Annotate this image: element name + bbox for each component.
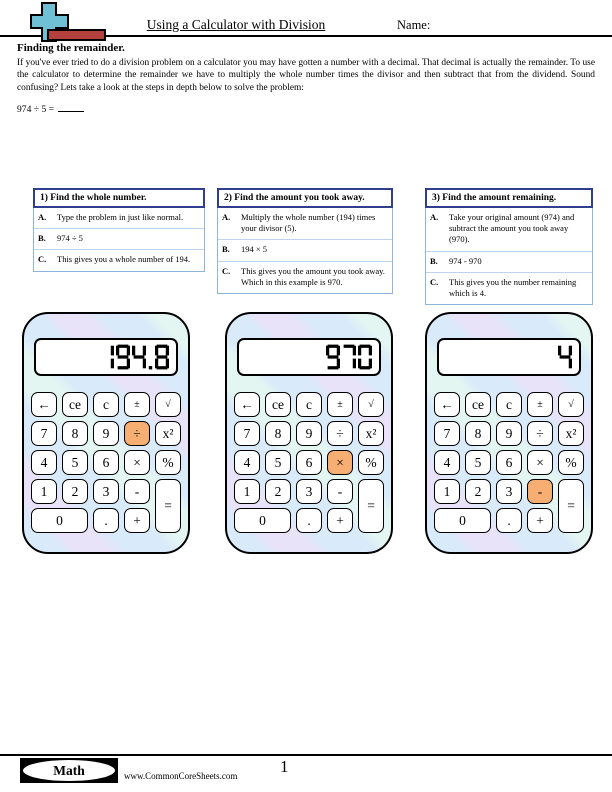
key-three: 3 [93, 479, 119, 504]
key-seven: 7 [434, 421, 460, 446]
key-dot: . [296, 508, 322, 533]
key-multiply: × [527, 450, 553, 475]
page-number: 1 [280, 757, 289, 776]
calculator [225, 312, 393, 554]
subject-badge [20, 758, 118, 783]
key-divide: ÷ [527, 421, 553, 446]
key-percent: % [358, 450, 384, 475]
key-clear-entry: ce [465, 392, 491, 417]
step-text: This gives you a whole number of 194. [57, 254, 191, 265]
display-digit [326, 344, 340, 370]
step-letter: C. [222, 265, 231, 276]
key-three: 3 [296, 479, 322, 504]
steps-row [0, 188, 612, 298]
step-title: 2) Find the amount you took away. [217, 188, 393, 208]
key-dot: . [93, 508, 119, 533]
name-label: Name: [397, 18, 431, 32]
step-letter: B. [38, 233, 46, 244]
calculator-keypad [24, 392, 188, 533]
step-text: Type the problem in just like normal. [57, 212, 184, 222]
key-four: 4 [434, 450, 460, 475]
section-heading: Finding the remainder. [17, 42, 125, 54]
display-digit [358, 344, 372, 370]
step-item [34, 228, 204, 249]
key-eight: 8 [465, 421, 491, 446]
key-plus: + [327, 508, 353, 533]
calculator [425, 312, 593, 554]
calculator-keypad [227, 392, 391, 533]
step-letter: B. [222, 244, 230, 255]
subject-label: Math [23, 760, 115, 781]
key-plus-minus: ± [124, 392, 150, 417]
key-multiply: × [124, 450, 150, 475]
step-item [426, 272, 592, 304]
display-digit [148, 344, 153, 370]
calculator-display [34, 338, 178, 376]
key-one: 1 [234, 479, 260, 504]
key-square: x² [358, 421, 384, 446]
step-letter: C. [430, 276, 439, 287]
math-plus-logo-icon [30, 2, 110, 44]
step-title: 3) Find the amount remaining. [425, 188, 593, 208]
step-text: 974 ÷ 5 [57, 233, 83, 244]
key-backspace: ← [31, 392, 57, 417]
step-box [217, 188, 393, 294]
footer-rule [0, 754, 612, 756]
step-letter: A. [430, 212, 439, 222]
display-digit [155, 344, 169, 370]
key-equals: = [155, 479, 181, 533]
step-box [425, 188, 593, 305]
step-text: This gives you the amount you took away. Which in this example is 970. [241, 265, 385, 287]
key-zero: 0 [31, 508, 88, 533]
key-six: 6 [296, 450, 322, 475]
step-title: 1) Find the whole number. [33, 188, 205, 208]
key-three: 3 [496, 479, 522, 504]
key-two: 2 [265, 479, 291, 504]
key-divide: ÷ [327, 421, 353, 446]
step-letter: A. [38, 212, 47, 222]
key-minus: - [527, 479, 553, 504]
problem-line [17, 102, 84, 115]
display-digit [116, 344, 130, 370]
key-percent: % [155, 450, 181, 475]
key-zero: 0 [234, 508, 291, 533]
key-seven: 7 [31, 421, 57, 446]
step-text: Multiply the whole number (194) times your divisor (5). [241, 212, 376, 234]
step-text: This gives you the number remaining which is 4. [449, 276, 577, 299]
key-backspace: ← [434, 392, 460, 417]
step-item [34, 208, 204, 228]
calculator-keypad [427, 392, 591, 533]
key-nine: 9 [496, 421, 522, 446]
key-sqrt: √ [558, 392, 584, 417]
step-text: Take your original amount (974) and subtract the amount you took away (970). [449, 212, 575, 245]
key-square: x² [558, 421, 584, 446]
key-equals: = [558, 479, 584, 533]
calculator [22, 312, 190, 554]
key-plus-minus: ± [527, 392, 553, 417]
step-item [426, 251, 592, 272]
key-five: 5 [265, 450, 291, 475]
step-item [34, 249, 204, 270]
key-equals: = [358, 479, 384, 533]
step-text: 974 - 970 [449, 255, 482, 266]
key-seven: 7 [234, 421, 260, 446]
key-minus: - [327, 479, 353, 504]
step-item [426, 208, 592, 251]
key-one: 1 [31, 479, 57, 504]
calculator-display [437, 338, 581, 376]
key-clear-entry: ce [265, 392, 291, 417]
key-zero: 0 [434, 508, 491, 533]
step-text: 194 × 5 [241, 244, 268, 255]
page-title: Using a Calculator with Division [146, 17, 326, 32]
problem-text: 974 ÷ 5 = [17, 104, 55, 115]
key-five: 5 [465, 450, 491, 475]
key-four: 4 [234, 450, 260, 475]
key-nine: 9 [93, 421, 119, 446]
website-text: www.CommonCoreSheets.com [124, 771, 238, 781]
key-plus-minus: ± [327, 392, 353, 417]
key-sqrt: √ [358, 392, 384, 417]
calculator-display [237, 338, 381, 376]
display-digit [132, 344, 146, 370]
key-clear: c [93, 392, 119, 417]
key-nine: 9 [296, 421, 322, 446]
intro-paragraph: If you've ever tried to do a division problem on a calculator you may have gotten a number with a decimal. That decimal is actually the remainder. To use the calculator to determine the remainder we have to multiply the whole number times the divisor and then subtract that from the dividend. Sound confusing? Lets take a look at the steps in depth below to solve the problem: [17, 58, 595, 93]
key-eight: 8 [62, 421, 88, 446]
display-digit [558, 344, 572, 370]
key-two: 2 [465, 479, 491, 504]
key-clear-entry: ce [62, 392, 88, 417]
key-dot: . [496, 508, 522, 533]
step-item [218, 239, 392, 260]
key-minus: - [124, 479, 150, 504]
key-sqrt: √ [155, 392, 181, 417]
key-six: 6 [496, 450, 522, 475]
key-plus: + [527, 508, 553, 533]
step-letter: C. [38, 254, 47, 265]
key-divide: ÷ [124, 421, 150, 446]
key-square: x² [155, 421, 181, 446]
step-box [33, 188, 205, 272]
key-plus: + [124, 508, 150, 533]
step-letter: B. [430, 255, 438, 266]
answer-blank [58, 102, 84, 112]
key-percent: % [558, 450, 584, 475]
key-clear: c [496, 392, 522, 417]
key-multiply: × [327, 450, 353, 475]
step-letter: A. [222, 212, 231, 222]
step-item [218, 261, 392, 293]
key-one: 1 [434, 479, 460, 504]
display-digit [342, 344, 356, 370]
key-clear: c [296, 392, 322, 417]
key-two: 2 [62, 479, 88, 504]
step-item [218, 208, 392, 239]
display-digit [100, 344, 114, 370]
key-backspace: ← [234, 392, 260, 417]
key-six: 6 [93, 450, 119, 475]
key-five: 5 [62, 450, 88, 475]
calculators-row [0, 312, 612, 554]
key-four: 4 [31, 450, 57, 475]
key-eight: 8 [265, 421, 291, 446]
